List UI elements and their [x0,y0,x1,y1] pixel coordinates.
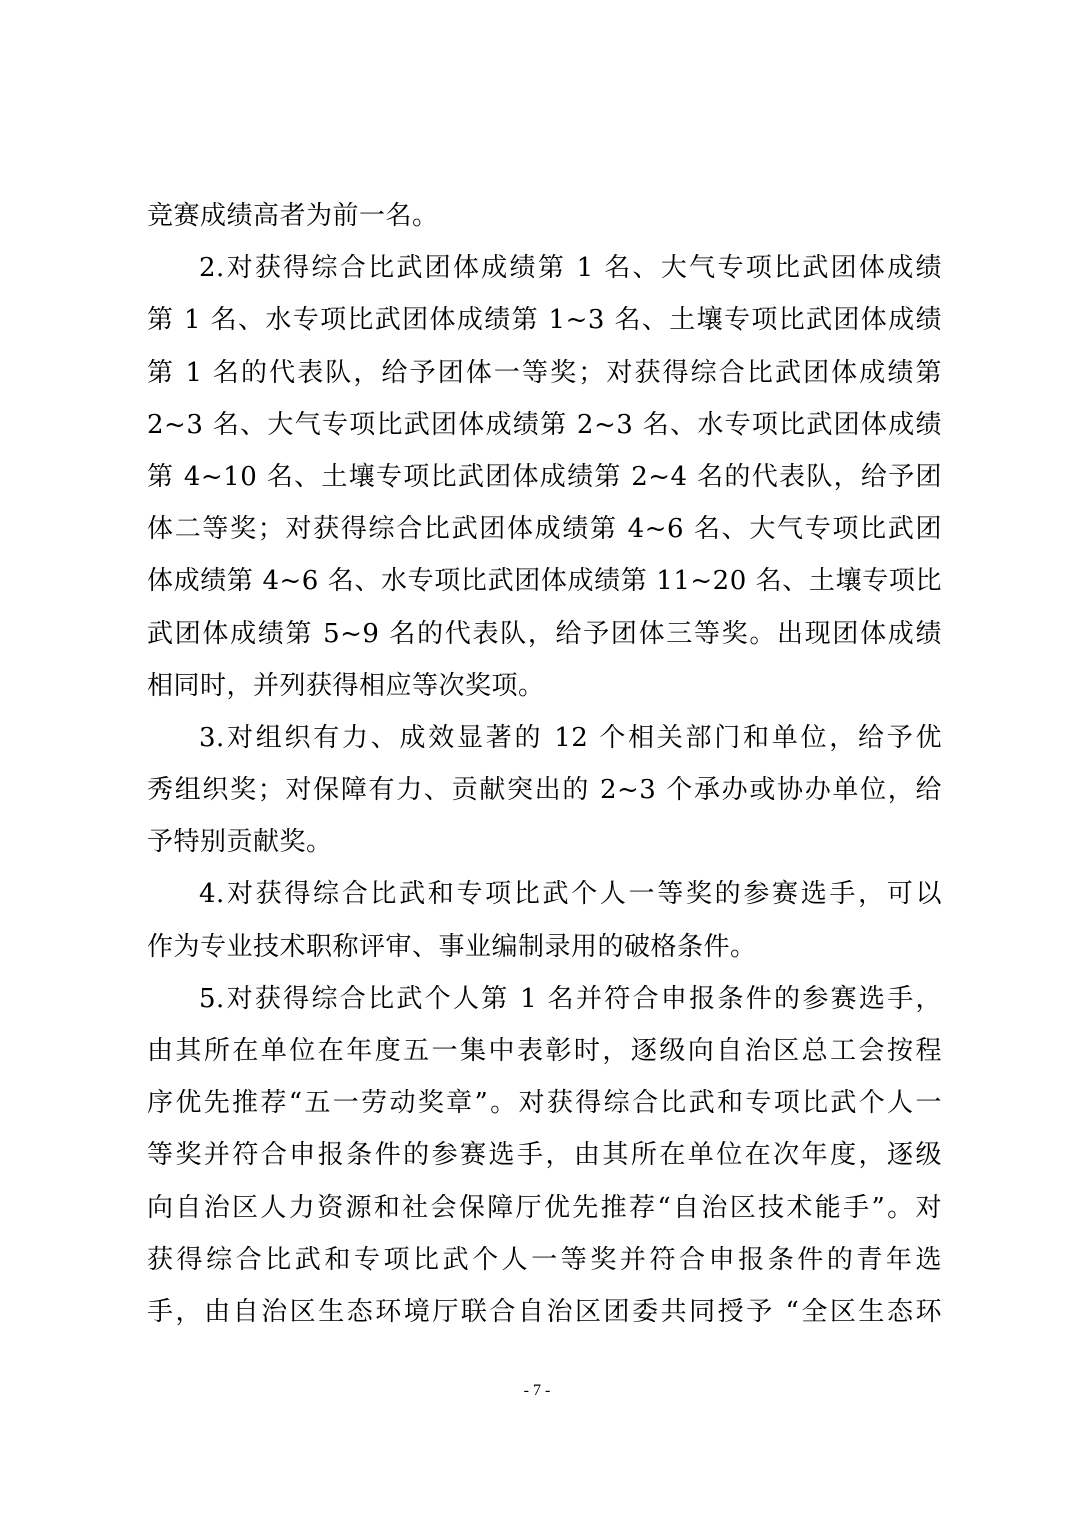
text-line: 第 4~10 名、土壤专项比武团体成绩第 2~4 名的代表队，给予团 [147,461,942,492]
text-line: 等奖并符合申报条件的参赛选手，由其所在单位在次年度，逐级 [147,1140,942,1171]
text-line: 体二等奖；对获得综合比武团体成绩第 4~6 名、大气专项比武团 [147,514,942,545]
text-line: 2.对获得综合比武团体成绩第 1 名、大气专项比武团体成绩 [199,253,942,284]
text-line: 3.对组织有力、成效显著的 12 个相关部门和单位，给予优 [199,722,942,753]
text-line: 4.对获得综合比武和专项比武个人一等奖的参赛选手，可以 [199,879,942,910]
text-line: 第 1 名、水专项比武团体成绩第 1~3 名、土壤专项比武团体成绩 [147,305,942,336]
text-line: 手，由自治区生态环境厅联合自治区团委共同授予 “全区生态环 [147,1296,942,1327]
document-body [147,190,942,1338]
text-line: 序优先推荐“五一劳动奖章”。对获得综合比武和专项比武个人一 [147,1088,942,1119]
text-line: 由其所在单位在年度五一集中表彰时，逐级向自治区总工会按程 [147,1036,942,1066]
text-line: 武团体成绩第 5~9 名的代表队，给予团体三等奖。出现团体成绩 [147,618,942,649]
text-line: 予特别贡献奖。 [147,827,333,858]
text-line: 秀组织奖；对保障有力、贡献突出的 2~3 个承办或协办单位，给 [147,775,942,806]
text-line: 相同时，并列获得相应等次奖项。 [147,670,545,701]
text-line: 2~3 名、大气专项比武团体成绩第 2~3 名、水专项比武团体成绩 [147,409,942,440]
text-line: 第 1 名的代表队，给予团体一等奖；对获得综合比武团体成绩第 [147,357,942,388]
text-line: 5.对获得综合比武个人第 1 名并符合申报条件的参赛选手， [199,983,942,1014]
text-line: 竞赛成绩高者为前一名。 [147,201,439,231]
text-line: 获得综合比武和专项比武个人一等奖并符合申报条件的青年选 [147,1244,942,1275]
text-line: 向自治区人力资源和社会保障厅优先推荐“自治区技术能手”。对 [147,1192,942,1223]
text-line: 体成绩第 4~6 名、水专项比武团体成绩第 11~20 名、土壤专项比 [147,566,942,597]
text-line: 作为专业技术职称评审、事业编制录用的破格条件。 [147,931,757,962]
page-number: - 7 - [523,1382,551,1399]
